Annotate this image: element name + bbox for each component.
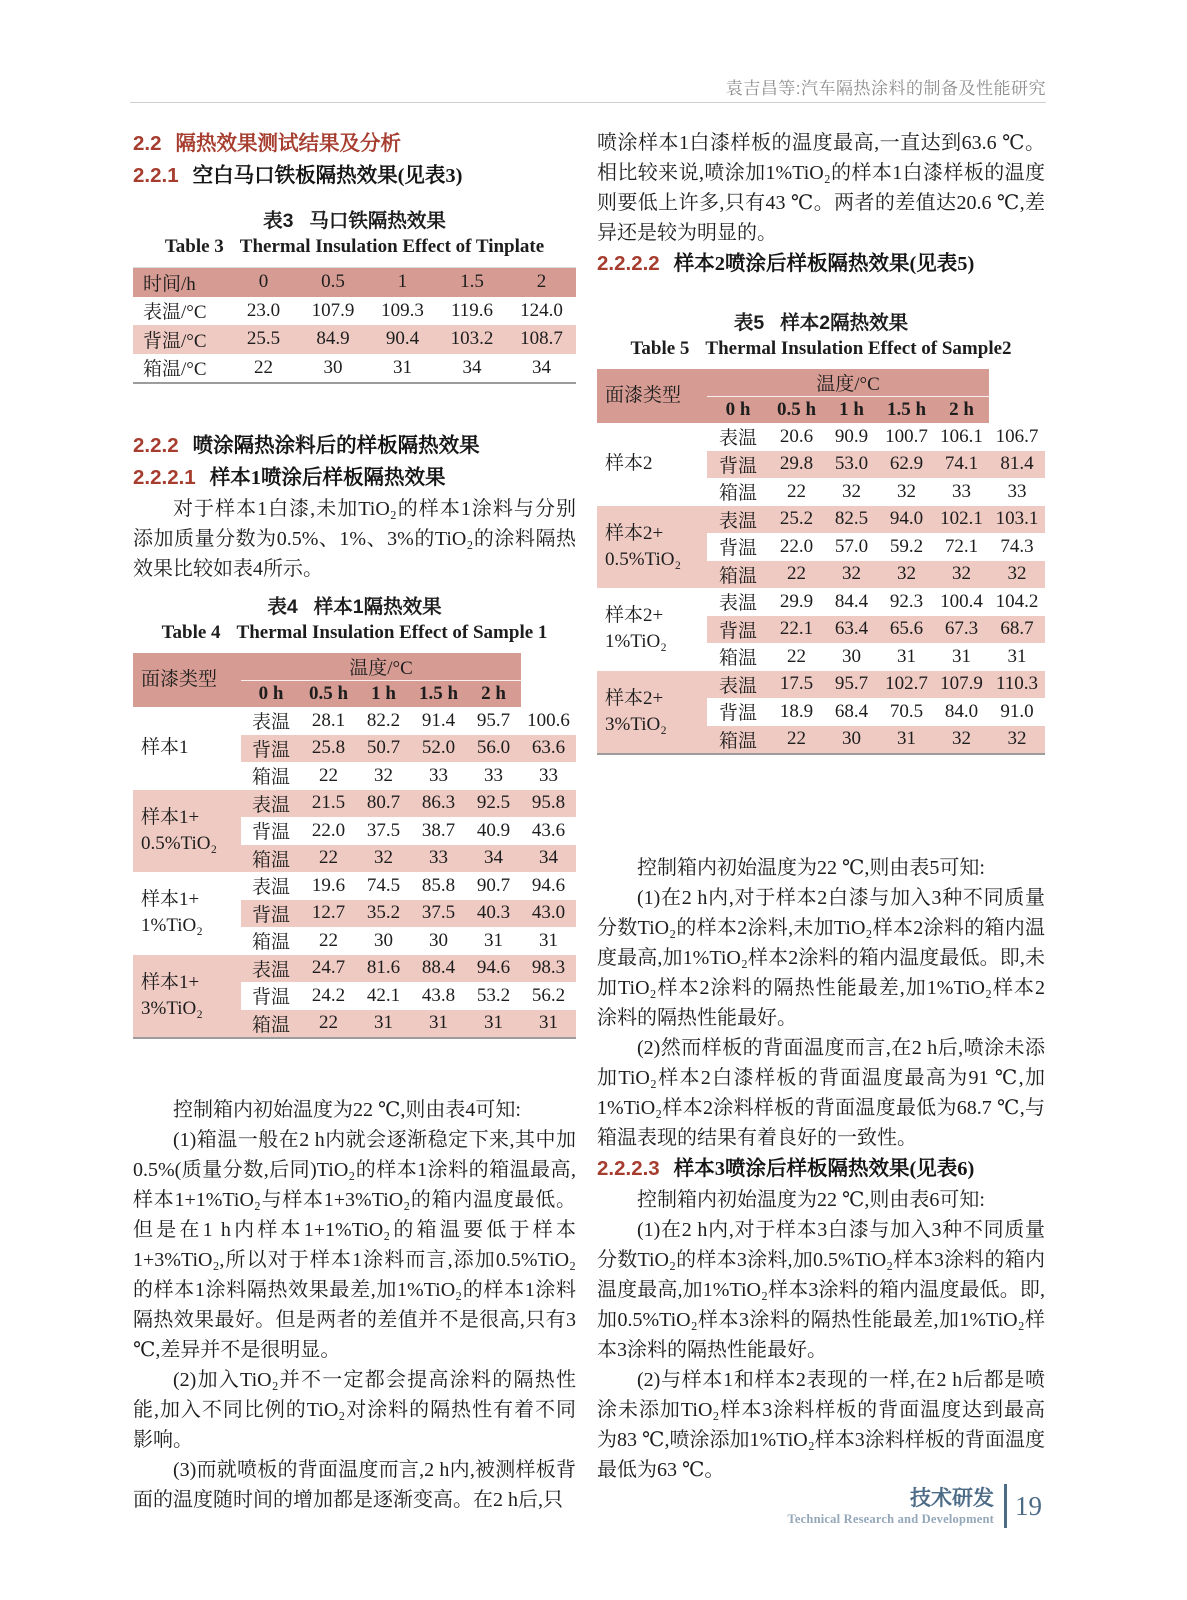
section-heading-2-2-2-2 — [597, 248, 1045, 280]
table-cell: 104.2 — [995, 590, 1039, 612]
section-heading-2-2 — [133, 128, 576, 160]
section-title: 样本1喷涂后样板隔热效果 — [209, 467, 446, 489]
table-cell: 119.6 — [450, 299, 494, 321]
table-cell: 95.7 — [476, 709, 511, 731]
table-cell: 53.2 — [476, 984, 511, 1006]
group-label-cell: 样本1+ 3%TiO₂ — [133, 955, 241, 1039]
table-cell: 25.5 — [229, 325, 298, 354]
group-label-cell: 样本1+ 0.5%TiO₂ — [133, 790, 241, 873]
paragraph: (1)在2 h内,对于样本3白漆与加入3种不同质量分数TiO₂的样本3涂料,加0.5%TiO₂样本3涂料的箱内温度最高,加1%TiO₂样本3涂料的箱内温度最低。即,加0.5%TiO₂样本3涂料的隔热性能最差,加1%TiO₂样本3涂料的隔热性能最好。 — [597, 1219, 1045, 1361]
group-label-cell: 样本2 — [597, 423, 707, 506]
table-cell: 1 h — [356, 681, 411, 708]
table-cell: 33 — [1007, 480, 1027, 502]
table-cell: 74.3 — [1000, 535, 1034, 557]
table-cell: 22 — [769, 726, 824, 755]
table-cell: 箱温 — [707, 726, 769, 755]
section-title: 样本2喷涂后样板隔热效果(见表5) — [673, 253, 975, 275]
page-number: 19 — [1015, 1490, 1042, 1521]
section-heading-2-2-2-1 — [133, 462, 576, 494]
table-cell: 31 — [411, 1010, 466, 1039]
table-row — [133, 297, 576, 326]
footer-divider-bar — [1004, 1484, 1007, 1528]
table-cell: 背温 — [707, 451, 769, 479]
table3-tinplate — [133, 267, 576, 384]
table-cell: 31 — [484, 929, 504, 951]
table-cell: 68.7 — [989, 616, 1045, 644]
table-cell: 35.2 — [356, 900, 411, 928]
table-cell: 22 — [319, 929, 338, 951]
table-row — [133, 268, 576, 297]
table-cell: 32 — [824, 561, 879, 589]
table-cell: 95.8 — [521, 790, 576, 818]
table-row — [133, 707, 576, 735]
table-cell: 1 h — [824, 397, 879, 424]
spacer — [133, 384, 576, 430]
table-cell: 92.3 — [889, 590, 924, 612]
paragraph: 控制箱内初始温度为22 ℃,则由表5可知: — [637, 857, 985, 879]
table-cell: 表温 — [707, 671, 769, 699]
footer-label-en: Technical Research and Development — [787, 1511, 994, 1526]
table-cell: 110.3 — [989, 671, 1045, 699]
table-cell: 62.9 — [879, 451, 934, 479]
table-cell: 92.5 — [466, 790, 521, 818]
table-row — [597, 588, 1045, 616]
table-cell: 103.1 — [989, 506, 1045, 534]
table-cell: 箱温/°C — [143, 359, 207, 381]
table-cell: 107.9 — [934, 671, 989, 699]
table-cell: 50.7 — [356, 735, 411, 763]
table-cell: 22 — [301, 1010, 356, 1039]
table-cell: 22.1 — [769, 616, 824, 644]
table5-block — [597, 310, 1045, 755]
paragraph: (1)在2 h内,对于样本2白漆与加入3种不同质量分数TiO₂的样本2涂料,未加TiO₂样本2涂料的箱内温度最高,加1%TiO₂样本2涂料的箱内温度最低。即,未加TiO₂样本2涂料的隔热性能最差,加1%TiO₂样本2涂料的隔热性能最好。 — [597, 887, 1045, 1029]
section-number: 2.2.2 — [133, 434, 179, 457]
table-cell: 2 h — [934, 397, 989, 424]
table-cell: 100.6 — [527, 709, 570, 731]
table-cell: 124.0 — [520, 299, 563, 321]
table-cell: 106.1 — [940, 425, 983, 447]
table-cell: 22 — [254, 356, 273, 378]
table-cell: 温度/°C — [707, 369, 989, 397]
table-cell: 100.7 — [885, 425, 928, 447]
table-cell: 43.8 — [421, 984, 456, 1006]
table-cell: 22.0 — [311, 819, 346, 841]
table-cell: 82.5 — [824, 506, 879, 534]
table-cell: 31 — [879, 726, 934, 755]
table-cell: 107.9 — [311, 299, 355, 321]
table-cell: 温度/°C — [241, 653, 521, 681]
table-cell: 56.0 — [466, 735, 521, 763]
paragraph: (2)与样本1和样本2表现的一样,在2 h后都是喷涂未添加TiO₂样本3涂料样板的背面温度达到最高为83 ℃,喷涂添加1%TiO₂样本3涂料样板的背面温度最低为63 ℃。 — [597, 1369, 1045, 1481]
table-cell: 22.0 — [779, 535, 814, 557]
table-cell: 32 — [989, 726, 1045, 755]
table-cell: 面漆类型 — [133, 653, 241, 707]
group-label-cell: 样本2+ 3%TiO₂ — [597, 671, 707, 755]
table-cell: 82.2 — [366, 709, 401, 731]
group-label-cell: 样本2+ 1%TiO₂ — [597, 588, 707, 671]
section-title: 空白马口铁板隔热效果(见表3) — [192, 165, 463, 187]
table-title: Thermal Insulation Effect of Tinplate — [239, 236, 545, 257]
table-cell: 24.2 — [311, 984, 346, 1006]
table-cell: 33 — [539, 764, 559, 786]
table-cell: 2 — [507, 268, 576, 297]
table-row — [133, 325, 576, 354]
table-cell: 表温 — [241, 955, 301, 983]
table-cell: 74.1 — [934, 451, 989, 479]
table-title: Thermal Insulation Effect of Sample2 — [705, 338, 1012, 359]
group-label-cell: 样本1+ 1%TiO₂ — [133, 872, 241, 955]
table-number: 表4 — [267, 596, 298, 618]
table-cell: 100.4 — [940, 590, 983, 612]
table-cell: 37.5 — [366, 819, 401, 841]
table-cell: 31 — [897, 645, 916, 667]
table4-title-zh — [133, 594, 576, 620]
table-cell: 表温 — [251, 877, 290, 899]
table-cell: 34 — [521, 845, 576, 873]
table-cell: 33 — [411, 845, 466, 873]
table-cell: 0 — [229, 268, 298, 297]
table-cell: 29.8 — [769, 451, 824, 479]
table-cell: 30 — [824, 726, 879, 755]
table-cell: 31 — [521, 1010, 576, 1039]
table-cell: 94.0 — [879, 506, 934, 534]
table-cell: 91.0 — [1000, 700, 1034, 722]
table-cell: 箱温 — [707, 561, 769, 589]
running-head: 袁吉昌等:汽车隔热涂料的制备及性能研究 — [725, 79, 1046, 98]
table-cell: 24.7 — [301, 955, 356, 983]
table5-title-zh — [597, 310, 1045, 336]
table-cell: 23.0 — [246, 299, 281, 321]
paragraph: (3)而就喷板的背面温度而言,2 h内,被测样板背面的温度随时间的增加都是逐渐变高。在2 h后,只 — [133, 1459, 576, 1511]
table-cell: 59.2 — [889, 535, 924, 557]
table-cell: 25.2 — [769, 506, 824, 534]
section-heading-2-2-1 — [133, 160, 576, 192]
table-row — [597, 506, 1045, 534]
table-cell: 84.0 — [944, 700, 979, 722]
paragraph: (1)箱温一般在2 h内就会逐渐稳定下来,其中加0.5%(质量分数,后同)TiO₂的样本1涂料的箱温最高,样本1+1%TiO₂与样本1+3%TiO₂的箱内温度最低。但是在1 h内样本1+1%TiO₂的箱温要低于样本1+3%TiO₂,所以对于样本1涂料而言,添加0.5%TiO₂的样本1涂料隔热效果最差,加1%TiO₂的样本1涂料隔热效果最好。但是两者的差值并不是很高,只有3 ℃,差异并不是很明显。 — [133, 1129, 576, 1361]
table-title: 马口铁隔热效果 — [309, 210, 446, 232]
table-cell: 95.7 — [824, 671, 879, 699]
table-cell: 68.4 — [834, 700, 869, 722]
table-cell: 65.6 — [879, 616, 934, 644]
section-title: 喷涂隔热涂料后的样板隔热效果 — [192, 435, 480, 457]
table-cell: 57.0 — [834, 535, 869, 557]
table-number: Table 3 — [164, 236, 224, 257]
table-cell: 81.4 — [989, 451, 1045, 479]
table-cell: 19.6 — [311, 874, 346, 896]
paragraph: 控制箱内初始温度为22 ℃,则由表6可知: — [637, 1189, 985, 1211]
table-cell: 43.0 — [521, 900, 576, 928]
table-cell: 88.4 — [411, 955, 466, 983]
footer-section-label — [788, 1486, 994, 1527]
table-cell: 22 — [787, 645, 806, 667]
table-cell: 102.1 — [934, 506, 989, 534]
table-cell: 12.7 — [301, 900, 356, 928]
section-number: 2.2 — [133, 132, 162, 155]
table3-title-zh — [133, 208, 576, 234]
table-cell: 81.6 — [356, 955, 411, 983]
table-cell: 22 — [787, 480, 806, 502]
table-cell: 22 — [769, 561, 824, 589]
group-label-cell: 样本2+ 0.5%TiO₂ — [597, 506, 707, 589]
table-cell: 42.1 — [366, 984, 401, 1006]
table-cell: 102.7 — [879, 671, 934, 699]
table-cell: 34 — [462, 356, 482, 378]
table-cell: 106.7 — [995, 425, 1039, 447]
table-cell: 37.5 — [411, 900, 466, 928]
table-cell: 30 — [429, 929, 448, 951]
section-number: 2.2.2.1 — [133, 466, 196, 489]
table-cell: 63.4 — [824, 616, 879, 644]
left-column — [133, 128, 576, 1515]
table-cell: 91.4 — [421, 709, 456, 731]
table-cell: 0 h — [241, 681, 301, 708]
table-number: Table 4 — [161, 622, 221, 643]
table-row — [133, 872, 576, 900]
data-table — [133, 267, 576, 384]
table-cell: 0.5 h — [301, 681, 356, 708]
table-cell: 33 — [952, 480, 972, 502]
spacer — [597, 755, 1045, 853]
table-cell: 1.5 h — [879, 397, 934, 424]
data-table — [133, 653, 576, 1039]
table4-title-en — [133, 620, 576, 645]
table-cell: 38.7 — [421, 819, 456, 841]
table-cell: 67.3 — [934, 616, 989, 644]
table-cell: 0.5 h — [769, 397, 824, 424]
table-cell: 箱温 — [251, 767, 290, 789]
table-cell: 34 — [532, 356, 551, 378]
table-cell: 53.0 — [824, 451, 879, 479]
table-cell: 80.7 — [356, 790, 411, 818]
table-cell: 时间/h — [133, 268, 229, 297]
table-cell: 1.5 h — [411, 681, 466, 708]
table-cell: 70.5 — [889, 700, 924, 722]
table-cell: 103.2 — [437, 325, 507, 354]
table-cell: 表温 — [718, 593, 757, 615]
table-cell: 94.6 — [466, 955, 521, 983]
table-cell: 98.3 — [521, 955, 576, 983]
table-cell: 箱温 — [718, 648, 757, 670]
table-cell: 31 — [393, 356, 412, 378]
table-cell: 85.8 — [421, 874, 456, 896]
section-heading-2-2-2-3 — [597, 1153, 1045, 1185]
table-cell: 90.9 — [834, 425, 869, 447]
table3-block — [133, 208, 576, 384]
table-row — [133, 354, 576, 384]
table-cell: 2 h — [466, 681, 521, 708]
table-number: 表5 — [733, 312, 765, 334]
table-cell: 1.5 — [437, 268, 507, 297]
table-cell: 表温 — [251, 712, 290, 734]
paragraph: (2)然而样板的背面温度而言,在2 h后,喷涂未添加TiO₂样本2白漆样板的背面温度最高为91 ℃,加1%TiO₂样本2涂料样板的背面温度最低为68.7 ℃,与箱温表现的结果有着良好的一致性。 — [597, 1037, 1045, 1149]
data-table — [597, 369, 1045, 755]
table-cell: 20.6 — [779, 425, 814, 447]
table-cell: 背温 — [251, 987, 290, 1009]
table-cell: 21.5 — [301, 790, 356, 818]
table-cell: 31 — [1007, 645, 1027, 667]
section-heading-2-2-2 — [133, 430, 576, 462]
table-cell: 表温/°C — [143, 302, 207, 324]
table-title: Thermal Insulation Effect of Sample 1 — [236, 622, 548, 643]
table-cell: 56.2 — [531, 984, 566, 1006]
table-row — [597, 423, 1045, 451]
table-cell: 40.9 — [476, 819, 511, 841]
spacer — [133, 192, 576, 208]
table-cell: 背温/°C — [133, 325, 229, 354]
table-cell: 90.7 — [476, 874, 511, 896]
table-cell: 0 h — [707, 397, 769, 424]
table-cell: 43.6 — [531, 819, 566, 841]
table-cell: 表温 — [707, 506, 769, 534]
table-cell: 箱温 — [718, 483, 757, 505]
table-cell: 30 — [374, 929, 393, 951]
spacer — [133, 1039, 576, 1095]
table3-title-en — [133, 234, 576, 259]
spacer — [597, 280, 1045, 310]
footer-label-zh: 技术研发 — [910, 1486, 994, 1510]
table-cell: 面漆类型 — [597, 369, 707, 423]
table-cell: 74.5 — [366, 874, 401, 896]
table4-block — [133, 594, 576, 1039]
table5-title-en — [597, 336, 1045, 361]
table-cell: 34 — [466, 845, 521, 873]
table-cell: 32 — [842, 480, 861, 502]
table-cell: 108.7 — [507, 325, 576, 354]
table-cell: 背温 — [241, 735, 301, 763]
table-cell: 84.4 — [834, 590, 869, 612]
table-cell: 86.3 — [411, 790, 466, 818]
table-cell: 31 — [356, 1010, 411, 1039]
paragraph: (2)加入TiO₂并不一定都会提高涂料的隔热性能,加入不同比例的TiO₂对涂料的隔热性有着不同影响。 — [133, 1369, 576, 1451]
table-row — [133, 955, 576, 983]
paragraph: 控制箱内初始温度为22 ℃,则由表4可知: — [173, 1099, 521, 1121]
paragraph: 喷涂样本1白漆样板的温度最高,一直达到63.6 ℃。相比较来说,喷涂加1%TiO₂的样本1白漆样板的温度则要低上许多,只有43 ℃。两者的差值达20.6 ℃,差异还是较为明显的。 — [597, 132, 1045, 244]
table-cell: 背温 — [241, 900, 301, 928]
table-row — [133, 790, 576, 818]
section-number: 2.2.2.2 — [597, 252, 660, 275]
table-cell: 箱温 — [241, 1010, 301, 1039]
section-number: 2.2.1 — [133, 164, 179, 187]
table-cell: 18.9 — [779, 700, 814, 722]
table-number: Table 5 — [630, 338, 690, 359]
table-cell: 32 — [989, 561, 1045, 589]
table5-sample2 — [597, 369, 1045, 755]
table-cell: 28.1 — [311, 709, 346, 731]
table-cell: 31 — [539, 929, 559, 951]
section-title: 隔热效果测试结果及分析 — [175, 132, 401, 155]
table-cell: 1 — [368, 268, 437, 297]
table-cell: 背温 — [718, 538, 757, 560]
table-cell: 0.5 — [298, 268, 368, 297]
spacer — [133, 584, 576, 594]
table-cell: 63.6 — [521, 735, 576, 763]
right-column — [597, 128, 1045, 1485]
table-cell: 背温 — [718, 703, 757, 725]
table-row — [597, 369, 1045, 397]
table-cell: 33 — [429, 764, 448, 786]
table-cell: 33 — [484, 764, 504, 786]
table-cell: 32 — [879, 561, 934, 589]
section-number: 2.2.2.3 — [597, 1157, 660, 1180]
table-cell: 40.3 — [466, 900, 521, 928]
table-cell: 32 — [934, 726, 989, 755]
group-label-cell: 样本1 — [133, 707, 241, 790]
table-cell: 22 — [301, 845, 356, 873]
table-cell: 72.1 — [944, 535, 979, 557]
table-cell: 32 — [374, 764, 393, 786]
table-cell: 箱温 — [251, 932, 290, 954]
table-cell: 90.4 — [368, 325, 437, 354]
table-cell: 109.3 — [381, 299, 424, 321]
paragraph: 对于样本1白漆,未加TiO₂的样本1涂料与分别添加质量分数为0.5%、1%、3%的TiO₂的涂料隔热效果比较如表4所示。 — [133, 498, 576, 580]
table-cell: 29.9 — [779, 590, 814, 612]
table-cell: 箱温 — [241, 845, 301, 873]
table-row — [133, 653, 576, 681]
table-title: 样本1隔热效果 — [313, 596, 442, 618]
page-footer — [130, 1484, 1042, 1528]
table-cell: 94.6 — [531, 874, 566, 896]
table-cell: 表温 — [718, 428, 757, 450]
table-cell: 表温 — [241, 790, 301, 818]
table-cell: 30 — [842, 645, 861, 667]
table-cell: 32 — [897, 480, 916, 502]
table-cell: 84.9 — [298, 325, 368, 354]
section-title: 样本3喷涂后样板隔热效果(见表6) — [673, 1158, 975, 1180]
table-cell: 52.0 — [411, 735, 466, 763]
table4-sample1 — [133, 653, 576, 1039]
table-cell: 背温 — [707, 616, 769, 644]
table-cell: 22 — [319, 764, 338, 786]
table-number: 表3 — [263, 210, 294, 232]
table-cell: 25.8 — [301, 735, 356, 763]
table-cell: 32 — [356, 845, 411, 873]
table-cell: 32 — [934, 561, 989, 589]
table-cell: 30 — [323, 356, 343, 378]
table-cell: 31 — [952, 645, 972, 667]
table-cell: 17.5 — [769, 671, 824, 699]
table-title: 样本2隔热效果 — [780, 312, 909, 334]
table-cell: 背温 — [251, 822, 290, 844]
table-cell: 31 — [466, 1010, 521, 1039]
header-rule — [130, 102, 1046, 103]
table-row — [597, 671, 1045, 699]
